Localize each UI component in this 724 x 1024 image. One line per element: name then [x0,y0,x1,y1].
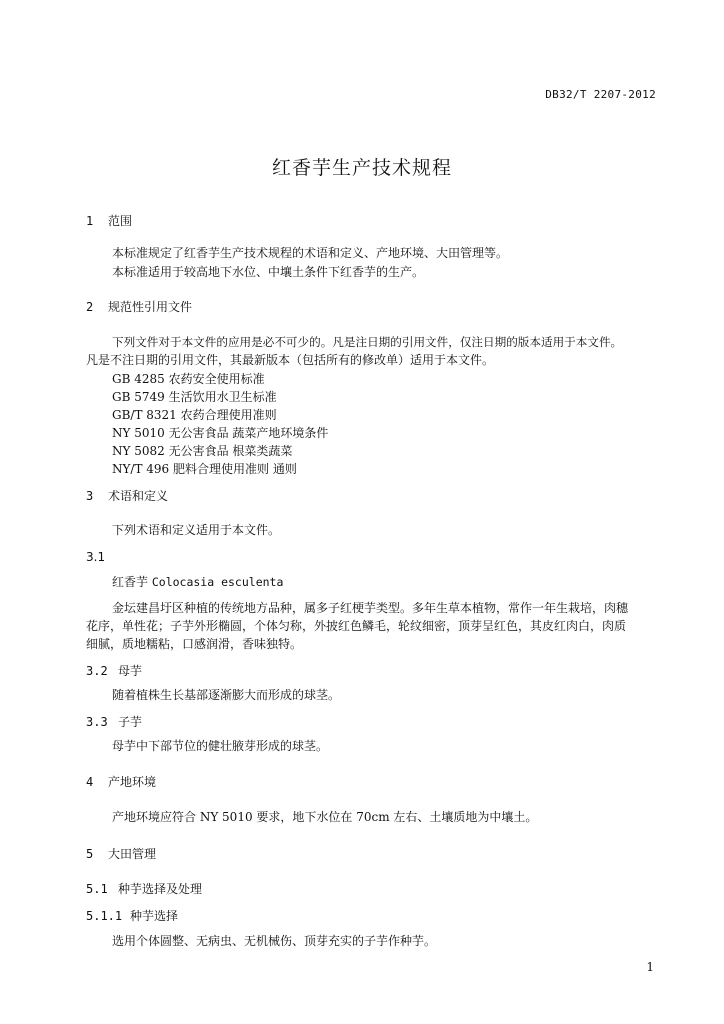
subsection-number: 5.1.1 [86,909,123,923]
reference-item: GB 4285 农药安全使用标准 [112,372,265,386]
term-3-2-heading [86,662,142,679]
term-3-2-definition: 随着植株生长基部逐渐膨大而形成的球茎。 [112,688,341,702]
reference-item: NY 5010 无公害食品 蔬菜产地环境条件 [112,426,329,440]
term-3-1-definition-line: 花序，单性花；子芋外形椭圆，个体匀称，外披红色鳞毛，轮纹细密，顶芽呈红色，其皮红肉白，肉质 [86,619,627,633]
subsection-title: 种芋选择 [130,909,179,923]
section-5-heading [86,845,156,862]
section-title: 产地环境 [108,775,157,789]
section-number: 3 [86,489,94,503]
subsection-number: 5.1 [86,882,108,896]
term-3-3-heading [86,713,142,730]
standard-code: DB32/T 2207-2012 [545,88,656,101]
subsection-5-1-heading [86,880,202,897]
term-latin-name: Colocasia esculenta [151,575,284,589]
document-title: 红香芋生产技术规程 [271,157,452,179]
section-3-heading [86,487,168,504]
section-number: 2 [86,300,94,314]
term-title: 母芋 [118,664,143,678]
section-4-paragraph: 产地环境应符合 NY 5010 要求，地下水位在 70cm 左右、土壤质地为中壤土。 [112,810,538,824]
section-2-intro-line-2: 凡是不注日期的引用文件，其最新版本（包括所有的修改单）适用于本文件。 [86,353,495,367]
section-number: 4 [86,775,94,789]
term-number: 3.2 [86,664,108,678]
section-1-paragraph-1: 本标准规定了红香芋生产技术规程的术语和定义、产地环境、大田管理等。 [112,246,509,260]
section-title: 范围 [108,214,133,228]
section-3-intro: 下列术语和定义适用于本文件。 [112,523,281,537]
section-number: 5 [86,847,94,861]
term-3-1-definition-line: 细腻，质地糯粘，口感润滑，香味独特。 [86,637,303,651]
term-title: 子芋 [118,715,143,729]
reference-item: GB 5749 生活饮用水卫生标准 [112,390,277,404]
term-3-1-name [112,573,283,592]
section-2-heading [86,298,192,315]
subsection-5-1-1-heading [86,907,178,924]
subsection-5-1-1-paragraph: 选用个体圆整、无病虫、无机械伤、顶芽充实的子芋作种芋。 [112,934,437,948]
section-4-heading [86,773,156,790]
term-3-3-definition: 母芋中下部节位的健壮腋芽形成的球茎。 [112,739,329,753]
section-title: 规范性引用文件 [108,300,193,314]
section-title: 术语和定义 [108,489,169,503]
reference-item: NY/T 496 肥料合理使用准则 通则 [112,462,297,476]
section-number: 1 [86,214,94,228]
section-title: 大田管理 [108,847,157,861]
term-3-1-definition-line: 金坛建昌圩区种植的传统地方品种，属多子红梗芋类型。多年生草本植物，常作一年生栽培，肉穗 [112,601,629,615]
term-chinese-name: 红香芋 [112,575,149,589]
section-1-paragraph-2: 本标准适用于较高地下水位、中壤土条件下红香芋的生产。 [112,265,425,279]
page-number: 1 [646,960,654,974]
section-2-intro-line-1: 下列文件对于本文件的应用是必不可少的。凡是注日期的引用文件，仅注日期的版本适用于本文件。 [112,335,623,349]
term-number: 3.3 [86,715,108,729]
reference-item: NY 5082 无公害食品 根菜类蔬菜 [112,444,293,458]
reference-item: GB/T 8321 农药合理使用准则 [112,408,277,422]
section-1-heading [86,212,132,229]
subsection-title: 种芋选择及处理 [118,882,203,896]
term-3-1-number: 3.1 [86,550,106,564]
